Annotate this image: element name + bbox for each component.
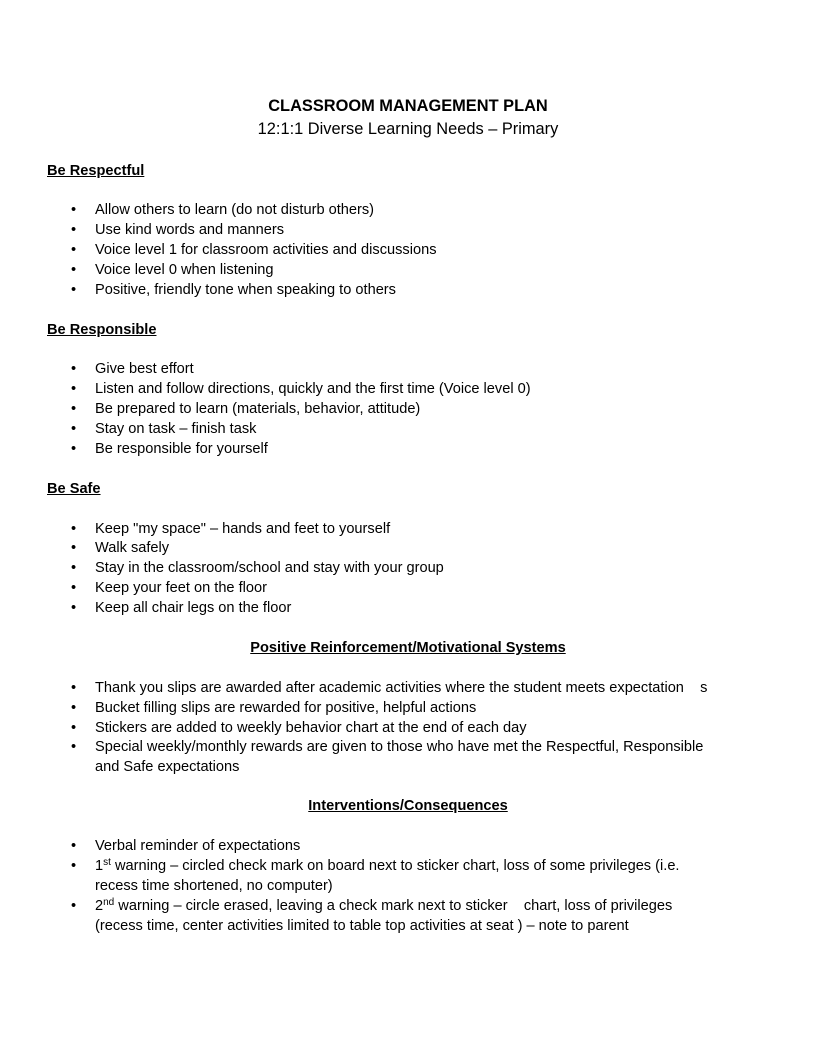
bullet-marker: • — [71, 361, 77, 377]
bullet-marker: • — [71, 242, 77, 258]
bullet-marker: • — [71, 680, 77, 696]
list-item: Walk safely — [95, 540, 170, 556]
bullet-marker: • — [71, 540, 77, 556]
ordinal-suffix: st — [103, 857, 111, 868]
section-heading-interventions: Interventions/Consequences — [308, 798, 508, 814]
list-item: Use kind words and manners — [95, 222, 284, 238]
list-item: Be prepared to learn (materials, behavior, attitude) — [95, 401, 421, 417]
list-item: Positive, friendly tone when speaking to others — [95, 282, 396, 298]
bullet-marker: • — [71, 421, 77, 437]
bullet-marker: • — [71, 521, 77, 537]
bullet-marker: • — [71, 441, 77, 457]
section-heading-respectful: Be Respectful — [47, 163, 145, 179]
bullet-marker: • — [71, 720, 77, 736]
bullet-marker: • — [71, 202, 77, 218]
section-heading-responsible: Be Responsible — [47, 322, 157, 338]
bullet-marker: • — [71, 222, 77, 238]
bullet-marker: • — [71, 700, 77, 716]
bullet-marker: • — [71, 838, 77, 854]
list-item: Voice level 1 for classroom activities and discussions — [95, 242, 437, 258]
list-item: Stickers are added to weekly behavior chart at the end of each day — [95, 720, 527, 736]
bullet-marker: • — [71, 401, 77, 417]
list-item: Verbal reminder of expectations — [95, 838, 301, 854]
list-item: Allow others to learn (do not disturb others) — [95, 202, 375, 218]
list-item-continuation: and Safe expectations — [95, 759, 240, 775]
list-item: Stay in the classroom/school and stay with your group — [95, 560, 444, 576]
ordinal-suffix: nd — [103, 897, 115, 908]
list-item: Special weekly/monthly rewards are given to those who have met the Respectful, Responsible — [95, 739, 704, 755]
list-item: Give best effort — [95, 361, 194, 377]
list-item — [95, 856, 765, 876]
list-item: Voice level 0 when listening — [95, 262, 274, 278]
bullet-marker: • — [71, 262, 77, 278]
list-item-text: warning – circle erased, leaving a check mark next to sticker chart, loss of privileges — [114, 898, 673, 914]
bullet-marker: • — [71, 739, 77, 755]
section-heading-safe: Be Safe — [47, 481, 101, 497]
list-item-continuation: recess time shortened, no computer) — [95, 878, 333, 894]
list-item: Be responsible for yourself — [95, 441, 268, 457]
list-item: Thank you slips are awarded after academic activities where the student meets expectation s — [95, 680, 708, 696]
list-item: Keep your feet on the floor — [95, 580, 267, 596]
section-heading-reinforcement: Positive Reinforcement/Motivational Systems — [250, 640, 566, 656]
bullet-marker: • — [71, 580, 77, 596]
list-item-text: warning – circled check mark on board next to sticker chart, loss of some privileges (i.e. — [110, 858, 680, 874]
bullet-marker: • — [71, 600, 77, 616]
warning-number: 1 — [95, 858, 104, 874]
document-title: CLASSROOM MANAGEMENT PLAN — [268, 97, 548, 115]
document-subtitle: 12:1:1 Diverse Learning Needs – Primary — [257, 120, 559, 138]
list-item: Stay on task – finish task — [95, 421, 257, 437]
list-item — [95, 896, 765, 916]
bullet-marker: • — [71, 381, 77, 397]
bullet-marker: • — [71, 898, 77, 914]
bullet-marker: • — [71, 560, 77, 576]
warning-number: 2 — [95, 898, 104, 914]
list-item-continuation: (recess time, center activities limited to table top activities at seat ) – note to parent — [95, 918, 629, 934]
bullet-marker: • — [71, 858, 77, 874]
list-item: Bucket filling slips are rewarded for positive, helpful actions — [95, 700, 477, 716]
list-item: Keep "my space" – hands and feet to yourself — [95, 521, 391, 537]
list-item: Listen and follow directions, quickly and the first time (Voice level 0) — [95, 381, 531, 397]
bullet-marker: • — [71, 282, 77, 298]
list-item: Keep all chair legs on the floor — [95, 600, 292, 616]
